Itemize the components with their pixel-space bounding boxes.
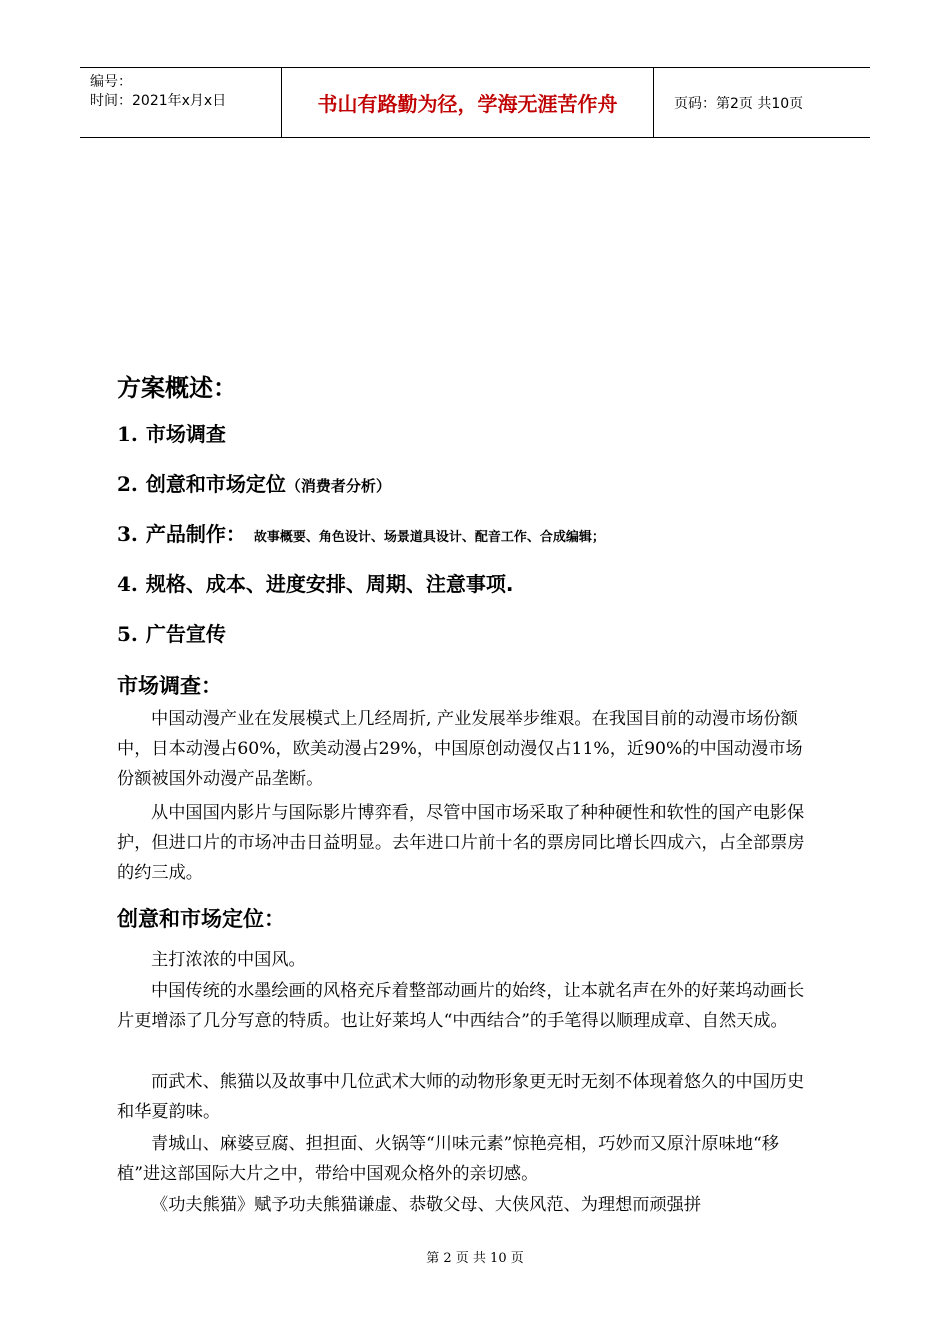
outline-item-1	[117, 418, 226, 447]
paragraph	[117, 976, 807, 1036]
outline-num: 4.	[117, 572, 138, 596]
outline-item-2	[117, 468, 391, 497]
paragraph	[117, 1129, 807, 1189]
outline-text: 市场调查	[145, 422, 226, 446]
paragraph	[117, 798, 807, 888]
outline-item-3	[117, 518, 605, 547]
paragraph-text: 中国传统的水墨绘画的风格充斥着整部动画片的始终，让本就名声在外的好莱坞动画长片更增添了几分写意的特质。也让好莱坞人“中西结合”的手笔得以顺理成章、自然天成。	[117, 981, 805, 1031]
outline-item-5	[117, 618, 226, 647]
section-title-creative-positioning: 创意和市场定位：	[117, 907, 285, 931]
paragraph	[117, 1190, 807, 1220]
paragraph-text: 青城山、麻婆豆腐、担担面、火锅等“川味元素”惊艳亮相，巧妙而又原汁原味地“移植”进这部国际大片之中，带给中国观众格外的亲切感。	[117, 1134, 779, 1184]
outline-num: 2.	[117, 472, 138, 496]
outline-num: 5.	[117, 622, 138, 646]
outline-text: 规格、成本、进度安排、周期、注意事项.	[145, 572, 514, 596]
main-title: 方案概述：	[117, 374, 237, 402]
motto: 书山有路勤为径，学海无涯苦作舟	[282, 68, 654, 137]
outline-num: 3.	[117, 522, 138, 546]
paragraph	[117, 945, 807, 975]
paragraph-text: 主打浓浓的中国风。	[151, 950, 306, 970]
paragraph	[117, 1067, 807, 1127]
outline-note: 故事概要、角色设计、场景道具设计、配音工作、合成编辑；	[253, 530, 605, 545]
header-table	[80, 67, 870, 138]
outline-note: （消费者分析）	[285, 477, 391, 495]
date-label: 时间：2021年x月x日	[90, 93, 227, 109]
paragraph-text: 从中国国内影片与国际影片博弈看，尽管中国市场采取了种种硬性和软性的国产电影保护，但进口片的市场冲击日益明显。去年进口片前十名的票房同比增长四成六，占全部票房的约三成。	[117, 803, 805, 883]
paragraph-text: 而武术、熊猫以及故事中几位武术大师的动物形象更无时无刻不体现着悠久的中国历史和华夏韵味。	[117, 1072, 805, 1122]
page-footer: 第 2 页 共 10 页	[426, 1251, 524, 1266]
paragraph-text: 《功夫熊猫》赋予功夫熊猫谦虚、恭敬父母、大侠风范、为理想而顽强拼	[151, 1195, 702, 1215]
paragraph-text: 中国动漫产业在发展模式上几经周折, 产业发展举步维艰。在我国目前的动漫市场份额中，日本动漫占60%，欧美动漫占29%，中国原创动漫仅占11%，近90%的中国动漫市场份额被国外动漫产品垄断。	[117, 709, 803, 789]
paragraph	[117, 704, 807, 794]
outline-item-4	[117, 568, 514, 597]
outline-text: 产品制作：	[145, 522, 246, 546]
outline-text: 创意和市场定位	[145, 472, 286, 496]
outline-text: 广告宣传	[145, 622, 226, 646]
page-info-text: 页码：第2页 共10页	[674, 95, 804, 112]
header-meta-cell	[80, 68, 282, 137]
section-title-market-survey: 市场调查：	[117, 674, 222, 698]
number-label: 编号：	[90, 74, 132, 90]
outline-num: 1.	[117, 422, 138, 446]
page-info	[664, 68, 870, 137]
